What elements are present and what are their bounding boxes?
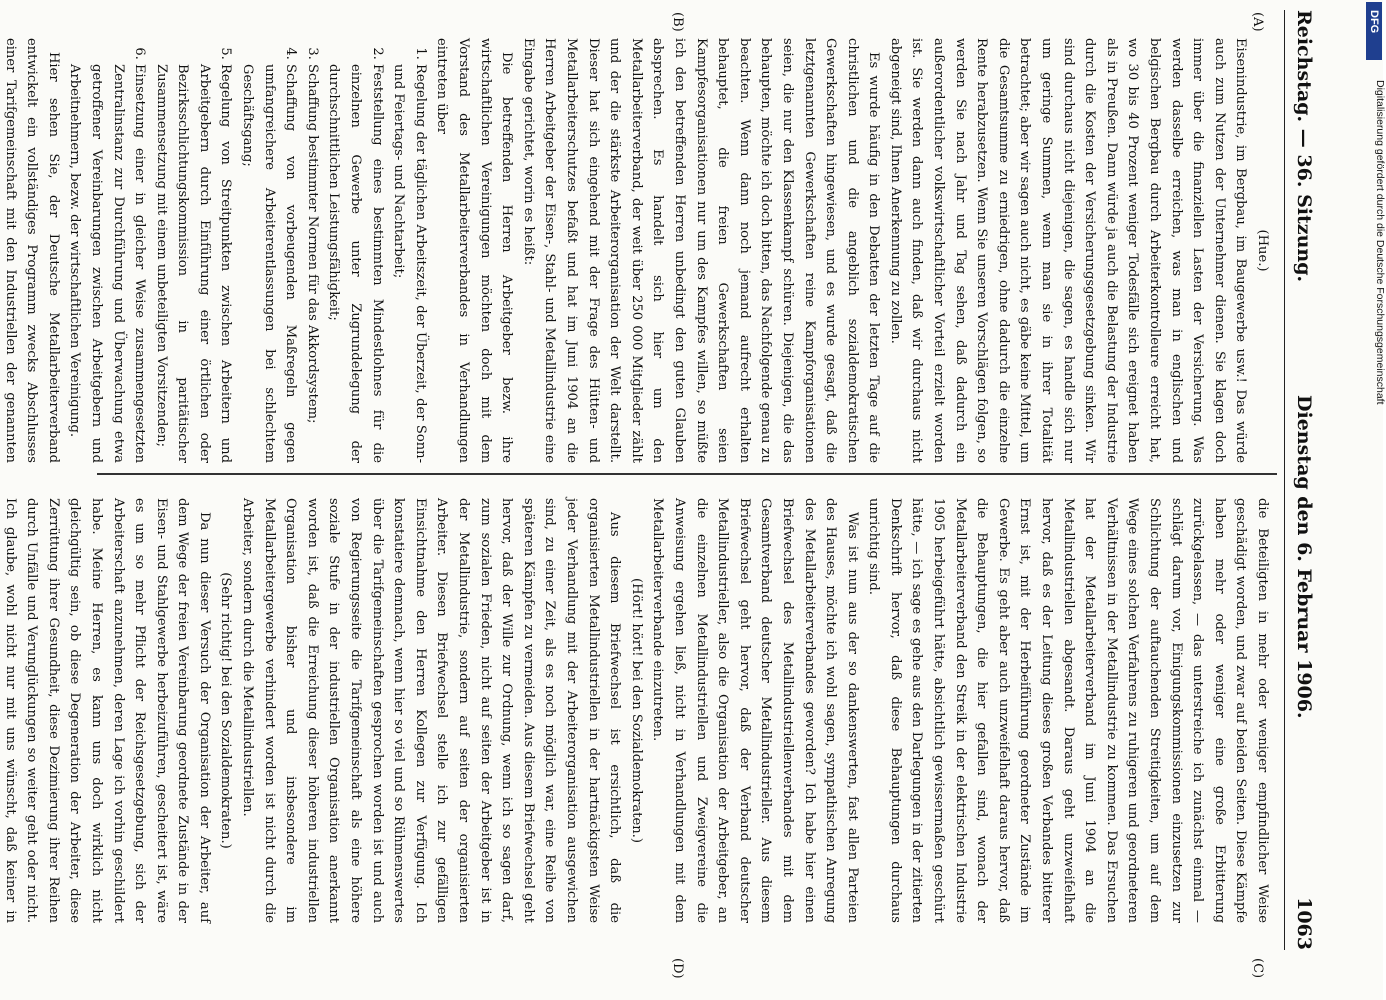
header-left: Reichstag. — 36. Sitzung.: [1293, 10, 1315, 283]
list-item: 4. Schaffung von vorbeugenden Maßregeln gegen umfangreichere Arbeiterentlassungen bei schlechtem Geschäftsgang;: [237, 64, 302, 463]
credit-text: Digitalisierung gefördert durch die Deutsche Forschungsgemeinschaft: [1374, 80, 1386, 405]
margin-marker-d: (D): [670, 958, 685, 979]
paragraph: Die betreffenden Herren Arbeitgeber bezw. ihre wirtschaftlichen Vereinigungen möchten doch mit dem Vorstand des Metallarbeiterverbandes in Verhandlungen eintreten über: [434, 38, 515, 463]
speaker-label: (Hue.): [1255, 229, 1270, 272]
margin-marker-a: (A): [1250, 12, 1265, 32]
column-divider: [97, 473, 1277, 475]
paragraph: Hier sehen Sie, der Deutsche Metallarbeiterverband entwickelt ein vollständiges Programm zwecks Abschlusses einer Tarifgemeinschaft mit den Industriellen der genannten: [2, 38, 61, 463]
interjection: (Hört! hört! bei den Sozialdemokraten.): [628, 578, 644, 843]
margin-marker-b: (B): [670, 12, 685, 32]
paragraph: Es wurde häufig in den Debatten der letzten Tage auf die christlichen und die angeblich sozialdemokratischen Gewerkschaften hingewiesen, und es wurde gesagt, daß die letztgenannten Gewerkschaften reine Kampforganisationen seien, die nur den Klassenkampf schüren. Diejenigen, die das behaupten, möchte ich doch bitten, das Nachfolgende genau zu beachten. Wenn dann noch jemand aufrecht erhalten behauptet, die freien Gewerkschaften seien Kampfesorganisationen nur um des Kampfes willen, so müßte ich den betreffenden Herren unbedingt den guten Glauben absprechen. Es handelt sich hier um den Metallarbeiterverband, der weit über 250 000 Mitglieder zählt und der die stärkste Arbeiterorganisation der Welt darstellt. Dieser hat sich eingehend mit der Frage des Hütten- und Metallarbeiterschutzes befaßt und hat im Juni 1904 an die Herren Arbeitgeber der Eisen-, Stahl- und Metallindustrie eine Eingabe gerichtet, worin es heißt:: [520, 38, 882, 463]
list-item: 3. Schaffung bestimmter Normen für das Akkordsystem;: [301, 64, 323, 463]
header-date: Dienstag den 6. Februar 1906.: [1293, 395, 1315, 719]
newspaper-page: [2, 10, 1325, 979]
paragraph: Da nun dieser Versuch der Organisation der Arbeiter, auf dem Wege der freien Vereinbarung geordnete Zustände in der Eisen- und Stahlgewerbe herbeizuführen, gescheitert ist, wäre es um so mehr Pflicht der Reichsgesetzgebung, sich der Arbeiterschaft anzunehmen, deren Lage ich vorhin geschildert habe. Meine Herren, es kann uns doch wirklich nicht gleichgültig sein, ob diese Degeneration der Arbeiter, diese Zerrüttung ihrer Gesundheit, diese Dezimierung ihrer Reihen durch Unfälle und Verunglückungen so weiter geht oder nicht. Ich glaube, wohl nicht nur mit uns wünscht, daß keiner in: [2, 498, 212, 923]
margin-marker-c: (C): [1250, 958, 1265, 979]
left-column: [2, 38, 1273, 463]
list-item: 1. Regelung der täglichen Arbeitszeit, der Überzeit, der Sonn- und Feiertags- und Nachtarbeit;: [388, 64, 431, 463]
dfg-logo: DFG: [1366, 2, 1382, 60]
paragraph: Aus diesem Briefwechsel ist ersichtlich, daß die organisierten Metallindustriellen in der hartnäckigsten Weise jeder Verhandlung mit der Arbeiterorganisation ausgewichen sind, zu einer Zeit, als es noch möglich war, eine Reihe von späteren Kämpfen zu vermeiden. Aus diesem Briefwechsel geht hervor, daß der Wille zur Ordnung, wenn ich so sagen darf, zum sozialen Frieden, nicht auf seiten der Arbeitgeber ist in der Metallindustrie, sondern auf seiten der organisierten Arbeiter. Diesen Briefwechsel stelle ich zur gefälligen Einsichtnahme den Herren Kollegen zur Verfügung. Ich konstatiere demnach, wenn hier so viel und so Rühmenswertes über die Tarifgemeinschaften gesprochen worden ist und auch von Regierungsseite die Tarifgemeinschaft als eine höhere soziale Stufe in der industriellen Organisation anerkannt worden ist, daß die Erreichung dieser höheren industriellen Organisation bisher und insbesondere im Metallarbeitergewerbe verhindert worden ist nicht durch die Arbeiter, sondern durch die Metallindustriellen.: [240, 498, 623, 923]
list-item: 2. Feststellung eines bestimmten Mindestlohnes für die einzelnen Gewerbe unter Zugrundelegung der durchschnittlichen Leistungsfähigkeit;: [323, 64, 388, 463]
paragraph: Was ist nun aus der so dankenswerten, fast allen Parteien des Hauses, möchte ich wohl sagen, sympathischen Anregung des Metallarbeiterverbandes geworden? Ich habe hier einen Briefwechsel des Metallindustriellenverbandes mit dem Gesamtverband deutscher Metallindustrieller. Aus diesem Briefwechsel geht hervor, daß der Verband deutscher Metallindustrieller, also die Organisation der Arbeitgeber, an die einzelnen Metallindustriellen und Zweigvereine die Anweisung ergehen ließ, nicht in Verhandlungen mit dem Metallarbeiterverbande einzutreten.: [650, 498, 860, 923]
page-number: 1063: [1293, 897, 1315, 950]
interjection: (Sehr richtig! bei den Sozialdemokraten.): [218, 572, 234, 849]
right-column: [2, 498, 1273, 923]
list-item: 5. Regelung von Streitpunkten zwischen Arbeitern und Arbeitgebern durch Einführung einer örtlichen oder Bezirksschlichtungskommission in paritätischer Zusammensetzung mit einem unbeteiligten Vorsitzenden;: [150, 64, 236, 463]
list-item: 6. Einsetzung einer in gleicher Weise zusammengesetzten Zentralinstanz zur Durchführung und Überwachung etwa getroffener Vereinbarungen zwischen Arbeitgebern und Arbeitnehmern, bezw. der wirtschaftlichen Vereinigung.: [64, 64, 150, 463]
digitization-credit: [1372, 20, 1384, 950]
demand-list: [64, 38, 431, 463]
paragraph: Eisenindustrie, im Bergbau, im Baugewerbe usw.! Das würde auch zum Nutzen der Unternehmer dienen. Sie klagen doch immer über die finanziellen Lasten der Versicherung. Was werden dasselbe erreichen, was man in englischen und belgischen Bergbau durch Arbeiterkontrolleure erreicht hat, wo 30 bis 40 Prozent weniger Todesfälle sich ereignet haben als in Preußen. Dann würde ja auch die Belastung der Industrie durch die Kosten der Versicherungsgesetzgebung sinken. Wir sind durchaus nicht diejenigen, die sagen, es handle sich nur um geringe Summen, wenn man sie in ihrer Totalität betrachtet; aber wir sagen auch nicht, es gäbe keine Mittel, um die Gesamtsumme zu erniedrigen, ohne dadurch die einzelne Rente herabzusetzen. Wenn Sie unseren Vorschlägen folgen, so werden Sie nach Jahr und Tag sehen, daß dadurch ein außerordentlicher volkswirtschaftlicher Vorteil erzielt worden ist. Sie werden dann auch finden, daß wir durchaus nicht abgeneigt sind, Ihnen Anerkennung zu zollen.: [887, 38, 1249, 463]
page-header: [1284, 10, 1325, 950]
paragraph: die Beteiligten in mehr oder weniger empfindlicher Weise geschädigt worden, und zwar auf beiden Seiten. Diese Kämpfe haben mehr oder weniger eine große Erbitterung zurückgelassen, — das unterstreiche ich zunächst einmal — schlägt darum vor, Einigungskommissionen einzusetzen zur Schlichtung der auftauchenden Streitigkeiten, um auf dem Wege eines solchen Verfahrens zu ruhigeren und geordneteren Verhältnissen in der Metallindustrie zu kommen. Das Ersuchen hat der Metallarbeiterverband im Juni 1904 an die Metallindustriellen abgesandt. Daraus geht unzweifelhaft hervor, daß es der Leitung dieses großen Verbandes bitterer Ernst ist, mit der Herbeiführung geordneter Zustände im Gewerbe. Es geht aber auch unzweifelhaft daraus hervor, daß die Behauptungen, die hier gefallen sind, wonach der Metallarbeiterverband den Streik in der elektrischen Industrie 1905 herbeigeführt hätte, absichtlich gewissermaßen geschürt hätte, — ich sage es gehe aus den Darlegungen in der zitierten Denkschrift hervor, daß diese Behauptungen durchaus unrichtig sind.: [866, 498, 1270, 923]
